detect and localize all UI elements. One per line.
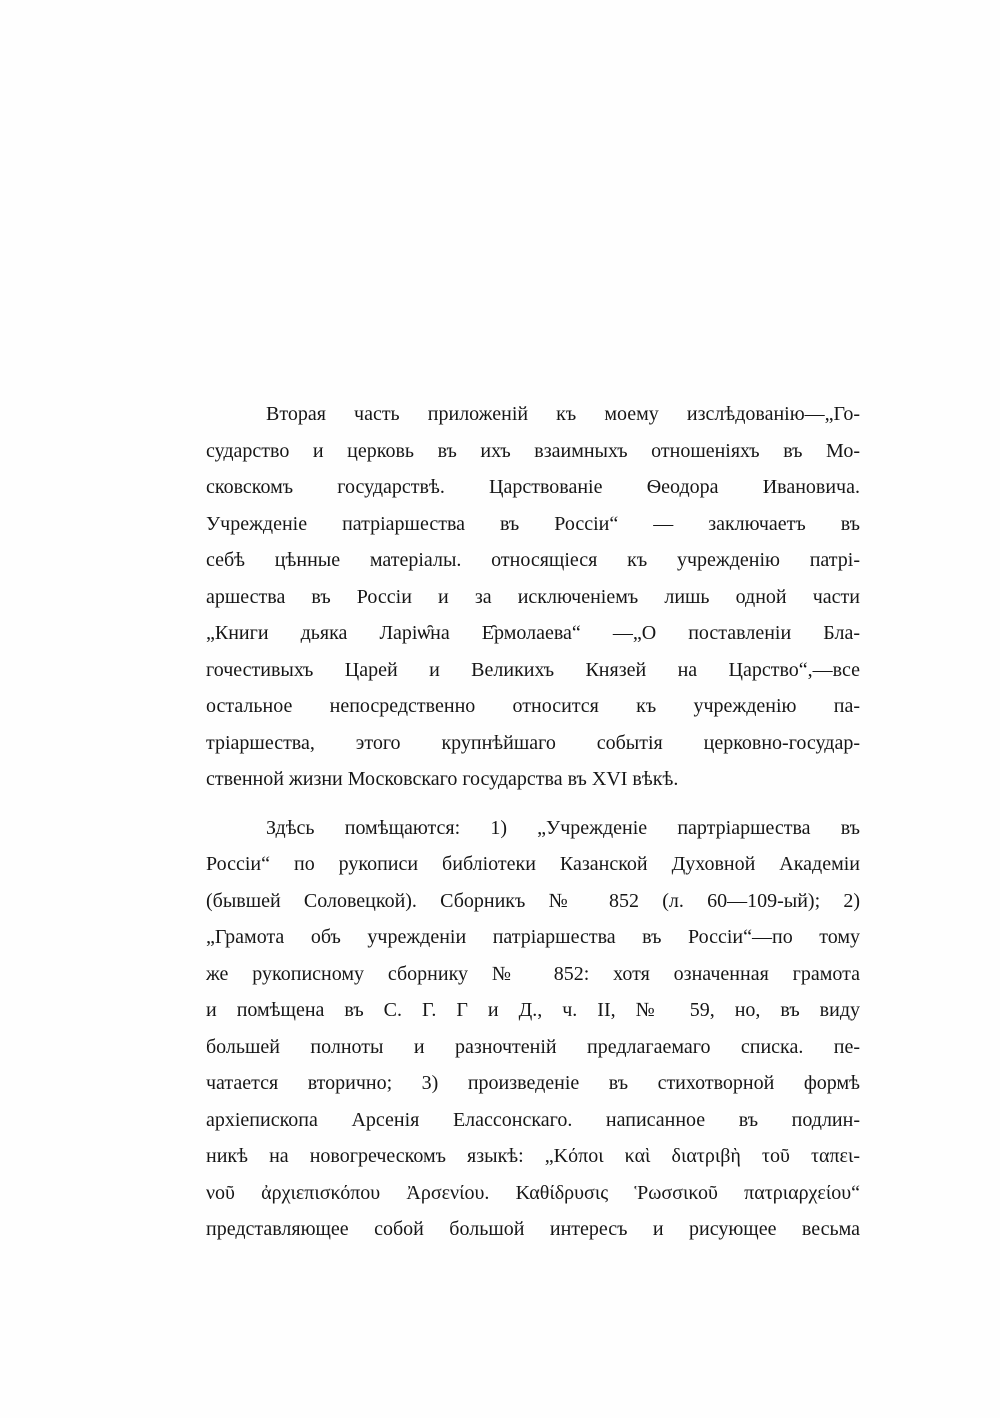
paragraph-1: [206, 396, 860, 798]
text-line: представляющее собой большой интересъ и рисующее весьма: [206, 1218, 860, 1240]
text-line: архіепископа Арсенія Елассонскаго. написанное въ подлин-: [206, 1108, 860, 1131]
text-line: аршества въ Россіи и за исключеніемъ лишь одной части: [206, 585, 860, 608]
text-line: (бывшей Соловецкой). Сборникъ № 852 (л. 60—109-ый); 2): [206, 889, 860, 912]
text-line: „Книги дьяка Ларіѡ̑на Е̑рмолаева“ —„О поставленіи Бла-: [206, 622, 860, 644]
text-line: Россіи“ по рукописи библіотеки Казанской Духовной Академіи: [206, 853, 860, 875]
text-line: и помѣщена въ С. Г. Г и Д., ч. II, № 59, но, въ виду: [206, 999, 860, 1021]
text-line: чатается вторично; 3) произведеніе въ стихотворной формѣ: [206, 1072, 860, 1094]
body-text: [206, 396, 860, 1248]
text-line: Вторая часть приложеній къ моему изслѣдованію—„Го-: [266, 403, 860, 425]
text-line: большей полноты и разночтеній предлагаемаго списка. пе-: [206, 1035, 860, 1058]
text-line: Учрежденіе патріаршества въ Россіи“ — заключаетъ въ: [206, 512, 860, 535]
text-line: сударство и церковь въ ихъ взаимныхъ отношеніяхъ въ Мо-: [206, 439, 860, 462]
text-line: ственной жизни Московскаго государства въ XVI вѣкѣ.: [206, 768, 679, 790]
text-line: „Грамота объ учрежденіи патріаршества въ Россіи“—по тому: [206, 926, 860, 948]
text-line: остальное непосредственно относится къ учрежденію па-: [206, 695, 860, 717]
text-line: νοῦ ἀρχιεπισκόπου Ἀρσενίου. Καθίδρυσις Ῥωσσικοῦ πατριαρχείου“: [206, 1181, 860, 1204]
paragraph-2: [206, 810, 860, 1248]
text-line: тріаршества, этого крупнѣйшаго событія церковно-государ-: [206, 731, 860, 754]
paragraph-spacer: [206, 798, 860, 810]
text-line: гочестивыхъ Царей и Великихъ Князей на Царство“,—все: [206, 658, 860, 681]
text-line: Здѣсь помѣщаются: 1) „Учрежденіе партріаршества въ: [266, 816, 860, 839]
text-line: никѣ на новогреческомъ языкѣ: „Κόποι καὶ διατριβὴ τοῦ ταπει-: [206, 1145, 860, 1167]
text-line: себѣ цѣнные матеріалы. относящіеся къ учрежденію патрі-: [206, 549, 860, 571]
text-line: же рукописному сборнику № 852: хотя означенная грамота: [206, 962, 860, 985]
text-line: сковскомъ государствѣ. Царствованіе Ѳеодора Ивановича.: [206, 476, 860, 498]
